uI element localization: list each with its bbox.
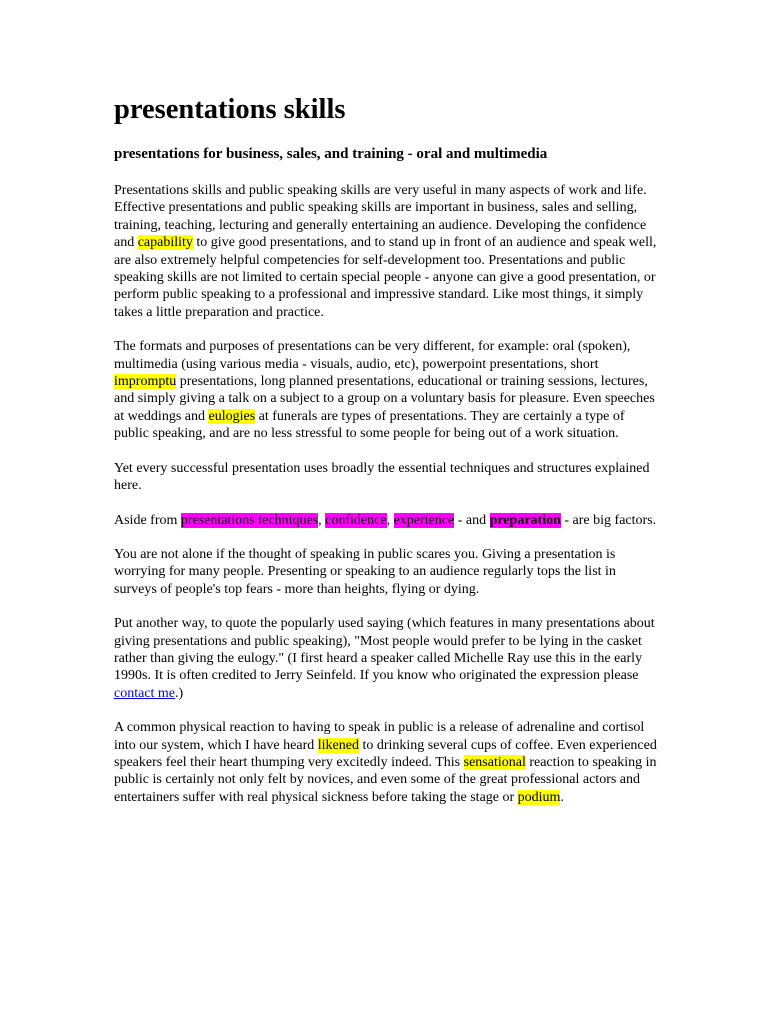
page-title: presentations skills — [114, 94, 346, 125]
highlight-likened[interactable]: likened — [317, 737, 359, 753]
separator-text: , — [386, 512, 394, 528]
paragraph-factors — [114, 512, 659, 529]
paragraph-text: Aside from — [114, 512, 181, 528]
paragraph-text: to give good presentations, and to stand up in front of an audience and speak well, are also extremely helpful competencies for self-development too. Presentations and public speaking skills are not limited to certain special people - anyone can give a good presentation, or perform public speaking to a professional and impressive standard. Like most things, it simply takes a little preparation and practice. — [114, 235, 657, 320]
paragraph-text: - and — [454, 512, 490, 528]
separator-text: , — [318, 512, 326, 528]
highlight-presentations-techniques[interactable]: presentations techniques — [180, 512, 319, 528]
paragraph-text: . — [560, 789, 564, 805]
paragraph-text: - are big factors. — [560, 512, 657, 528]
paragraph-reaction — [114, 719, 659, 806]
highlight-capability[interactable]: capability — [137, 235, 193, 251]
paragraph-text: Put another way, to quote the popularly used saying (which features in many presentations about giving presentations and public speaking), "Most people would prefer to be lying in the casket rather than giving the eulogy." (I first heard a speaker called Michelle Ray use this in the early 1990s. It is often credited to Jerry Seinfeld. If you know who originated the expression please — [114, 616, 655, 684]
paragraph-quote — [114, 615, 659, 702]
page-subtitle: presentations for business, sales, and training - oral and multimedia — [114, 146, 548, 162]
paragraph-formats — [114, 338, 659, 442]
paragraph-text: reaction to speaking in public is certainly not only felt by novices, and even some of the great professional actors and entertainers suffer with real physical sickness before taking the stage or — [114, 754, 657, 805]
highlight-impromptu[interactable]: impromptu — [114, 374, 177, 390]
highlight-eulogies[interactable]: eulogies — [208, 408, 256, 424]
highlight-podium[interactable]: podium — [517, 789, 561, 805]
paragraph-text: The formats and purposes of presentations can be very different, for example: oral (spoken), multimedia (using various media - visuals, audio, etc), powerpoint presentations, short — [114, 339, 631, 372]
paragraph-text: Presentations skills and public speaking skills are very useful in many aspects of work and life. Effective presentations and public speaking skills are important in business, sales and selling, training, teaching, lecturing and generally entertaining an audience. Developing the confidence and — [114, 183, 647, 251]
paragraph-text: to drinking several cups of coffee. Even experienced speakers feel their heart thumping very excitedly indeed. This — [114, 737, 657, 770]
paragraph-intro — [114, 182, 659, 321]
paragraph-text: at funerals are types of presentations. They are certainly a type of public speaking, and are no less stressful to some people for being out of a work situation. — [114, 408, 625, 442]
paragraph-text: A common physical reaction to having to speak in public is a release of adrenaline and cortisol into our system, which I have heard — [114, 720, 645, 753]
article-body — [114, 92, 659, 806]
highlight-preparation[interactable]: preparation — [489, 512, 561, 528]
paragraph-techniques: Yet every successful presentation uses broadly the essential techniques and structures explained here. — [114, 460, 650, 494]
highlight-sensational[interactable]: sensational — [463, 754, 526, 770]
paragraph-text: presentations, long planned presentations, educational or training sessions, lectures, and simply giving a talk on a subject to a group on a voluntary basis for pleasure. Even speeches at weddings and — [114, 374, 655, 424]
paragraph-fears: You are not alone if the thought of speaking in public scares you. Giving a presentation is worrying for many people. Presenting or speaking to an audience regularly tops the list in surveys of people's top fears - more than heights, flying or dying. — [114, 546, 616, 597]
paragraph-text: .) — [175, 685, 184, 701]
highlight-confidence[interactable]: confidence — [325, 512, 387, 528]
highlight-experience[interactable]: experience — [393, 512, 455, 528]
contact-me-link[interactable]: contact me — [114, 685, 176, 701]
